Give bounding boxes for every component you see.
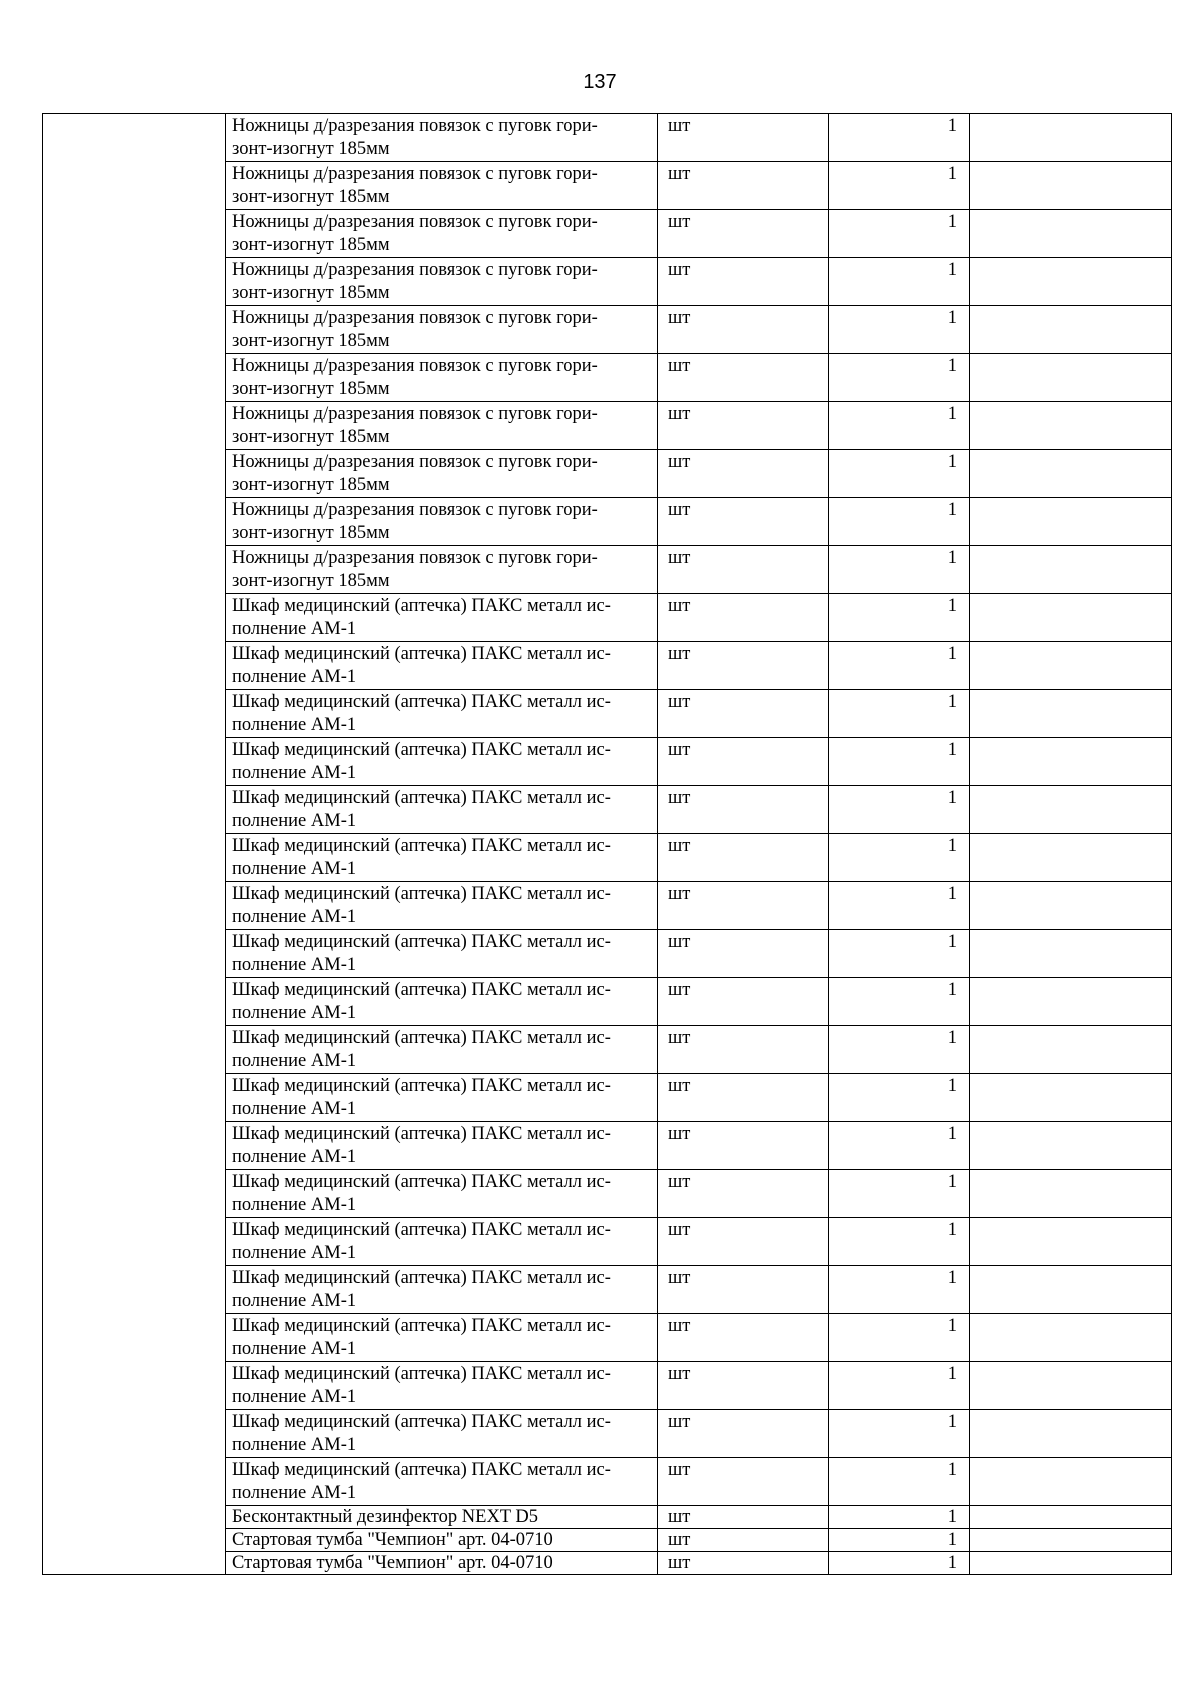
item-name-cell [226,402,658,450]
empty-cell [43,1122,226,1170]
empty-cell [970,450,1172,498]
unit-cell: шт [658,930,829,978]
item-name-line: Шкаф медицинский (аптечка) ПАКС металл ис- [232,1460,611,1480]
item-name-cell [226,1170,658,1218]
item-name-line: полнение АМ-1 [232,1099,357,1119]
quantity-cell: 1 [829,546,970,594]
quantity-cell: 1 [829,1026,970,1074]
item-name-line: Шкаф медицинский (аптечка) ПАКС металл ис- [232,788,611,808]
table-row [43,978,1172,1026]
table-row [43,786,1172,834]
empty-cell [43,1552,226,1575]
item-name-line: зонт-изогнут 185мм [232,283,390,303]
empty-cell [43,114,226,162]
unit-cell: шт [658,306,829,354]
item-name-line: полнение АМ-1 [232,619,357,639]
item-name-line: Бесконтактный дезинфектор NEXT D5 [232,1507,538,1527]
item-name-cell [226,1122,658,1170]
table-row [43,690,1172,738]
item-name-cell [226,690,658,738]
empty-cell [43,162,226,210]
item-name-cell [226,450,658,498]
unit-cell: шт [658,450,829,498]
item-name-cell [226,930,658,978]
table-row [43,930,1172,978]
item-name-line: полнение АМ-1 [232,1243,357,1263]
quantity-cell: 1 [829,1314,970,1362]
item-name-line: полнение АМ-1 [232,715,357,735]
item-name-cell [226,882,658,930]
item-name-line: Стартовая тумба "Чемпион" арт. 04-0710 [232,1553,553,1573]
quantity-cell: 1 [829,1506,970,1529]
empty-cell [970,1314,1172,1362]
table-row [43,1170,1172,1218]
page-number: 137 [583,71,617,93]
quantity-cell: 1 [829,690,970,738]
quantity-cell: 1 [829,450,970,498]
unit-cell: шт [658,594,829,642]
table-row [43,1552,1172,1575]
empty-cell [970,594,1172,642]
unit-cell: шт [658,1314,829,1362]
item-name-cell [226,1218,658,1266]
quantity-cell: 1 [829,642,970,690]
unit-cell: шт [658,1266,829,1314]
item-name-line: зонт-изогнут 185мм [232,139,390,159]
empty-cell [970,1266,1172,1314]
item-name-cell [226,834,658,882]
empty-cell [970,738,1172,786]
empty-cell [43,210,226,258]
item-name-line: зонт-изогнут 185мм [232,523,390,543]
empty-cell [970,1074,1172,1122]
table-row [43,210,1172,258]
item-name-cell [226,1026,658,1074]
quantity-cell: 1 [829,930,970,978]
unit-cell: шт [658,978,829,1026]
empty-cell [970,1218,1172,1266]
empty-cell [970,1362,1172,1410]
item-name-line: Шкаф медицинский (аптечка) ПАКС металл ис- [232,1172,611,1192]
quantity-cell: 1 [829,1552,970,1575]
item-name-line: Шкаф медицинский (аптечка) ПАКС металл ис- [232,596,611,616]
quantity-cell: 1 [829,162,970,210]
unit-cell: шт [658,1506,829,1529]
table-row [43,114,1172,162]
quantity-cell: 1 [829,978,970,1026]
unit-cell: шт [658,1458,829,1506]
table-row [43,1122,1172,1170]
item-name-line: зонт-изогнут 185мм [232,571,390,591]
item-name-line: Ножницы д/разрезания повязок с пуговк гори- [232,404,598,424]
item-name-line: Шкаф медицинский (аптечка) ПАКС металл ис- [232,884,611,904]
item-name-line: полнение АМ-1 [232,1387,357,1407]
item-name-line: Шкаф медицинский (аптечка) ПАКС металл ис- [232,1268,611,1288]
empty-cell [970,258,1172,306]
quantity-cell: 1 [829,498,970,546]
empty-cell [43,1506,226,1529]
item-name-line: Ножницы д/разрезания повязок с пуговк гори- [232,356,598,376]
item-name-line: Шкаф медицинский (аптечка) ПАКС металл ис- [232,932,611,952]
empty-cell [43,882,226,930]
item-name-line: Шкаф медицинский (аптечка) ПАКС металл ис- [232,740,611,760]
table-row [43,1074,1172,1122]
item-name-line: зонт-изогнут 185мм [232,235,390,255]
item-name-line: Ножницы д/разрезания повязок с пуговк гори- [232,500,598,520]
unit-cell: шт [658,834,829,882]
empty-cell [43,402,226,450]
item-name-cell [226,642,658,690]
unit-cell: шт [658,162,829,210]
item-name-cell [226,978,658,1026]
item-name-cell [226,546,658,594]
empty-cell [43,1218,226,1266]
empty-cell [43,594,226,642]
empty-cell [970,306,1172,354]
empty-cell [970,1122,1172,1170]
quantity-cell: 1 [829,258,970,306]
table-row [43,1458,1172,1506]
unit-cell: шт [658,1410,829,1458]
empty-cell [43,354,226,402]
items-table-body [43,114,1172,1575]
unit-cell: шт [658,690,829,738]
quantity-cell: 1 [829,786,970,834]
item-name-line: Шкаф медицинский (аптечка) ПАКС металл ис- [232,1412,611,1432]
empty-cell [970,882,1172,930]
item-name-line: Ножницы д/разрезания повязок с пуговк гори- [232,548,598,568]
item-name-line: полнение АМ-1 [232,667,357,687]
empty-cell [43,642,226,690]
item-name-line: полнение АМ-1 [232,1291,357,1311]
item-name-line: зонт-изогнут 185мм [232,187,390,207]
empty-cell [970,642,1172,690]
quantity-cell: 1 [829,1458,970,1506]
empty-cell [970,498,1172,546]
item-name-line: полнение АМ-1 [232,907,357,927]
table-row [43,498,1172,546]
item-name-line: полнение АМ-1 [232,1147,357,1167]
empty-cell [970,786,1172,834]
empty-cell [43,690,226,738]
unit-cell: шт [658,402,829,450]
empty-cell [970,1506,1172,1529]
quantity-cell: 1 [829,1074,970,1122]
item-name-cell [226,354,658,402]
unit-cell: шт [658,498,829,546]
empty-cell [970,930,1172,978]
item-name-cell [226,114,658,162]
item-name-cell [226,1362,658,1410]
empty-cell [43,1170,226,1218]
unit-cell: шт [658,210,829,258]
unit-cell: шт [658,882,829,930]
empty-cell [43,738,226,786]
empty-cell [970,1529,1172,1552]
item-name-line: Шкаф медицинский (аптечка) ПАКС металл ис- [232,1028,611,1048]
item-name-line: полнение АМ-1 [232,859,357,879]
unit-cell: шт [658,1362,829,1410]
empty-cell [970,210,1172,258]
empty-cell [43,450,226,498]
item-name-line: Ножницы д/разрезания повязок с пуговк гори- [232,260,598,280]
quantity-cell: 1 [829,210,970,258]
empty-cell [970,1170,1172,1218]
quantity-cell: 1 [829,1170,970,1218]
item-name-line: Ножницы д/разрезания повязок с пуговк гори- [232,212,598,232]
empty-cell [43,786,226,834]
unit-cell: шт [658,546,829,594]
item-name-line: зонт-изогнут 185мм [232,331,390,351]
empty-cell [43,1026,226,1074]
unit-cell: шт [658,1074,829,1122]
item-name-cell [226,210,658,258]
table-row [43,1218,1172,1266]
item-name-cell [226,1266,658,1314]
item-name-line: зонт-изогнут 185мм [232,427,390,447]
empty-cell [43,1458,226,1506]
empty-cell [43,306,226,354]
table-row [43,162,1172,210]
table-row [43,258,1172,306]
item-name-line: Шкаф медицинский (аптечка) ПАКС металл ис- [232,1124,611,1144]
empty-cell [970,402,1172,450]
item-name-line: полнение АМ-1 [232,1435,357,1455]
empty-cell [43,930,226,978]
empty-cell [970,834,1172,882]
item-name-cell [226,306,658,354]
item-name-line: зонт-изогнут 185мм [232,475,390,495]
item-name-cell [226,738,658,786]
quantity-cell: 1 [829,834,970,882]
item-name-line: Шкаф медицинский (аптечка) ПАКС металл ис- [232,1220,611,1240]
table-row [43,1266,1172,1314]
quantity-cell: 1 [829,1529,970,1552]
table-row [43,882,1172,930]
item-name-line: зонт-изогнут 185мм [232,379,390,399]
empty-cell [43,978,226,1026]
unit-cell: шт [658,1218,829,1266]
item-name-line: Шкаф медицинский (аптечка) ПАКС металл ис- [232,1316,611,1336]
item-name-line: полнение АМ-1 [232,1051,357,1071]
quantity-cell: 1 [829,306,970,354]
table-row [43,306,1172,354]
item-name-cell [226,786,658,834]
quantity-cell: 1 [829,594,970,642]
empty-cell [970,546,1172,594]
item-name-line: Шкаф медицинский (аптечка) ПАКС металл ис- [232,644,611,664]
empty-cell [43,258,226,306]
item-name-line: Ножницы д/разрезания повязок с пуговк гори- [232,308,598,328]
table-row [43,1506,1172,1529]
table-row [43,642,1172,690]
item-name-cell [226,1529,658,1552]
quantity-cell: 1 [829,882,970,930]
empty-cell [970,1552,1172,1575]
quantity-cell: 1 [829,1122,970,1170]
item-name-cell [226,594,658,642]
table-row [43,402,1172,450]
empty-cell [43,834,226,882]
unit-cell: шт [658,786,829,834]
table-row [43,450,1172,498]
item-name-cell [226,1552,658,1575]
empty-cell [970,978,1172,1026]
quantity-cell: 1 [829,1218,970,1266]
unit-cell: шт [658,1552,829,1575]
unit-cell: шт [658,354,829,402]
empty-cell [43,498,226,546]
unit-cell: шт [658,1529,829,1552]
empty-cell [970,690,1172,738]
empty-cell [43,1266,226,1314]
item-name-cell [226,258,658,306]
empty-cell [970,1026,1172,1074]
item-name-line: Стартовая тумба "Чемпион" арт. 04-0710 [232,1530,553,1550]
empty-cell [970,114,1172,162]
item-name-cell [226,1506,658,1529]
table-row [43,1314,1172,1362]
item-name-line: полнение АМ-1 [232,1339,357,1359]
empty-cell [43,546,226,594]
table-row [43,546,1172,594]
quantity-cell: 1 [829,114,970,162]
unit-cell: шт [658,1026,829,1074]
item-name-line: Ножницы д/разрезания повязок с пуговк гори- [232,452,598,472]
empty-cell [43,1529,226,1552]
item-name-line: Ножницы д/разрезания повязок с пуговк гори- [232,116,598,136]
item-name-line: полнение АМ-1 [232,763,357,783]
unit-cell: шт [658,1170,829,1218]
table-row [43,1362,1172,1410]
item-name-line: Шкаф медицинский (аптечка) ПАКС металл ис- [232,1364,611,1384]
item-name-cell [226,1074,658,1122]
item-name-cell [226,498,658,546]
item-name-line: Ножницы д/разрезания повязок с пуговк гори- [232,164,598,184]
empty-cell [970,354,1172,402]
table-row [43,1026,1172,1074]
quantity-cell: 1 [829,738,970,786]
items-table [42,113,1172,1575]
empty-cell [43,1074,226,1122]
item-name-line: полнение АМ-1 [232,1195,357,1215]
empty-cell [43,1314,226,1362]
item-name-line: Шкаф медицинский (аптечка) ПАКС металл ис- [232,836,611,856]
item-name-line: полнение АМ-1 [232,1483,357,1503]
quantity-cell: 1 [829,402,970,450]
item-name-line: Шкаф медицинский (аптечка) ПАКС металл ис- [232,692,611,712]
quantity-cell: 1 [829,354,970,402]
table-row [43,1529,1172,1552]
empty-cell [970,1410,1172,1458]
unit-cell: шт [658,258,829,306]
item-name-line: полнение АМ-1 [232,955,357,975]
table-row [43,1410,1172,1458]
item-name-cell [226,162,658,210]
unit-cell: шт [658,738,829,786]
item-name-line: Шкаф медицинский (аптечка) ПАКС металл ис- [232,980,611,1000]
unit-cell: шт [658,642,829,690]
quantity-cell: 1 [829,1266,970,1314]
item-name-line: полнение АМ-1 [232,1003,357,1023]
empty-cell [43,1362,226,1410]
table-row [43,354,1172,402]
quantity-cell: 1 [829,1362,970,1410]
table-row [43,834,1172,882]
item-name-line: полнение АМ-1 [232,811,357,831]
table-row [43,738,1172,786]
quantity-cell: 1 [829,1410,970,1458]
item-name-cell [226,1314,658,1362]
table-row [43,594,1172,642]
empty-cell [970,162,1172,210]
unit-cell: шт [658,114,829,162]
item-name-line: Шкаф медицинский (аптечка) ПАКС металл ис- [232,1076,611,1096]
item-name-cell [226,1458,658,1506]
empty-cell [970,1458,1172,1506]
unit-cell: шт [658,1122,829,1170]
item-name-cell [226,1410,658,1458]
empty-cell [43,1410,226,1458]
